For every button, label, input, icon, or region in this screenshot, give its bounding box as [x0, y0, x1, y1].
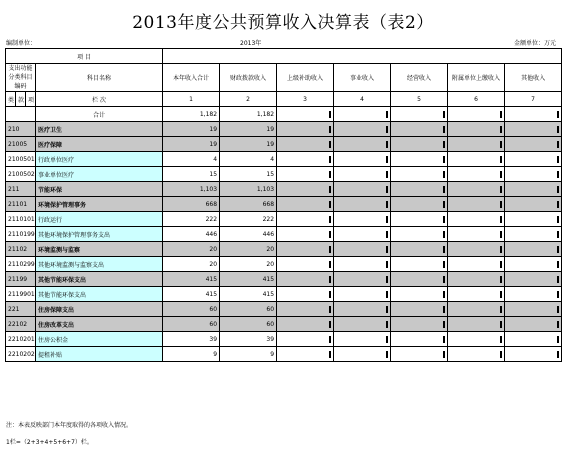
cell-marker	[500, 156, 502, 163]
row-c2: 668	[220, 197, 277, 212]
cell-marker	[500, 111, 502, 118]
row-code: 2110199	[6, 227, 36, 242]
row-c2: 446	[220, 227, 277, 242]
total-c1: 1,182	[163, 107, 220, 122]
cell-marker	[443, 111, 445, 118]
row-c1: 446	[163, 227, 220, 242]
row-c2: 60	[220, 302, 277, 317]
cell-marker	[500, 321, 502, 328]
row-name: 提租补贴	[36, 347, 163, 362]
row-c1: 1,103	[163, 182, 220, 197]
cell-marker	[443, 321, 445, 328]
row-code: 221	[6, 302, 36, 317]
cell-marker	[329, 141, 331, 148]
cell-marker	[557, 111, 559, 118]
cell-marker	[500, 186, 502, 193]
cell-marker	[386, 231, 388, 238]
cell-marker	[443, 171, 445, 178]
cell-marker	[329, 306, 331, 313]
cell-marker	[329, 351, 331, 358]
cell-marker	[500, 171, 502, 178]
col-num-2: 2	[220, 92, 277, 107]
cell-marker	[329, 276, 331, 283]
row-c1: 4	[163, 152, 220, 167]
cell-marker	[500, 246, 502, 253]
row-code: 21005	[6, 137, 36, 152]
row-c1: 20	[163, 257, 220, 272]
cell-marker	[500, 231, 502, 238]
total-label: 合计	[36, 107, 163, 122]
cell-marker	[500, 336, 502, 343]
kuan2-header: 款	[16, 92, 26, 107]
kuan-header: 类	[6, 92, 16, 107]
unit-label: 编制单位：	[6, 40, 37, 47]
cell-marker	[386, 246, 388, 253]
col-num-3: 3	[277, 92, 334, 107]
table-row	[6, 212, 562, 227]
cell-marker	[557, 156, 559, 163]
row-name: 环境保护管理事务	[36, 197, 163, 212]
cell-marker	[329, 201, 331, 208]
cell-marker	[443, 276, 445, 283]
table-row	[6, 347, 562, 362]
cell-marker	[386, 351, 388, 358]
cell-marker	[557, 186, 559, 193]
cell-marker	[329, 336, 331, 343]
business-income-header: 事业收入	[334, 64, 391, 92]
cell-marker	[329, 111, 331, 118]
row-name: 节能环保	[36, 182, 163, 197]
row-name: 其他节能环保支出	[36, 287, 163, 302]
cell-marker	[386, 291, 388, 298]
row-code: 2210202	[6, 347, 36, 362]
cell-marker	[500, 261, 502, 268]
cell-marker	[386, 216, 388, 223]
cell-marker	[557, 246, 559, 253]
subordinate-income-header: 附属单位上缴收入	[448, 64, 505, 92]
row-name: 医疗保障	[36, 137, 163, 152]
row-c1: 39	[163, 332, 220, 347]
row-c2: 415	[220, 287, 277, 302]
table-row	[6, 242, 562, 257]
table-row	[6, 317, 562, 332]
row-c1: 415	[163, 287, 220, 302]
row-code: 21101	[6, 197, 36, 212]
cell-marker	[386, 171, 388, 178]
cell-marker	[443, 126, 445, 133]
money-unit-label: 金额单位：万元	[513, 40, 556, 47]
row-c2: 15	[220, 167, 277, 182]
row-name: 其他节能环保支出	[36, 272, 163, 287]
cell-marker	[386, 276, 388, 283]
row-name: 环境监测与监察	[36, 242, 163, 257]
row-c2: 222	[220, 212, 277, 227]
cell-marker	[329, 246, 331, 253]
table-row	[6, 302, 562, 317]
table-row	[6, 272, 562, 287]
cell-marker	[386, 201, 388, 208]
cell-marker	[443, 216, 445, 223]
cell-marker	[500, 126, 502, 133]
cell-marker	[500, 291, 502, 298]
cell-marker	[443, 291, 445, 298]
name-header: 科目名称	[36, 64, 163, 92]
cell-marker	[329, 171, 331, 178]
row-code: 2100501	[6, 152, 36, 167]
total-row	[6, 107, 562, 122]
table-row	[6, 227, 562, 242]
other-income-header: 其他收入	[505, 64, 562, 92]
cell-marker	[386, 141, 388, 148]
superior-subsidy-header: 上级补助收入	[277, 64, 334, 92]
cell-marker	[329, 321, 331, 328]
cell-marker	[557, 351, 559, 358]
report-title: 2013年度公共预算收入决算表（表2）	[132, 13, 434, 33]
row-name: 其他环境保护管理事务支出	[36, 227, 163, 242]
row-c2: 19	[220, 137, 277, 152]
row-name: 行政单位医疗	[36, 152, 163, 167]
row-name: 行政运行	[36, 212, 163, 227]
row-code: 21102	[6, 242, 36, 257]
row-c2: 60	[220, 317, 277, 332]
row-code: 2119901	[6, 287, 36, 302]
row-code: 2110299	[6, 257, 36, 272]
cell-marker	[557, 141, 559, 148]
cell-marker	[557, 321, 559, 328]
cell-marker	[500, 216, 502, 223]
row-code: 2100502	[6, 167, 36, 182]
table-row	[6, 332, 562, 347]
table-row	[6, 152, 562, 167]
operating-income-header: 经营收入	[391, 64, 448, 92]
row-c2: 1,103	[220, 182, 277, 197]
row-c1: 60	[163, 302, 220, 317]
cell-marker	[443, 351, 445, 358]
row-c1: 415	[163, 272, 220, 287]
footnote-2: 1栏=（2+3+4+5+6+7）栏。	[6, 439, 93, 446]
project-section-header: 项 目	[6, 49, 163, 64]
cell-marker	[557, 291, 559, 298]
cell-marker	[443, 261, 445, 268]
footnote-1: 注：本表反映部门本年度取得的各项收入情况。	[6, 422, 133, 429]
cell-marker	[557, 201, 559, 208]
cell-marker	[329, 186, 331, 193]
code-group-header: 支出功能分类科目编码	[6, 64, 36, 92]
row-c1: 668	[163, 197, 220, 212]
row-c2: 9	[220, 347, 277, 362]
table-row	[6, 122, 562, 137]
cell-marker	[443, 186, 445, 193]
cell-marker	[557, 231, 559, 238]
row-name: 住房公积金	[36, 332, 163, 347]
budget-table	[5, 48, 562, 362]
cell-marker	[443, 336, 445, 343]
row-name: 住房保障支出	[36, 302, 163, 317]
cell-marker	[329, 156, 331, 163]
col-num-5: 5	[391, 92, 448, 107]
row-c2: 4	[220, 152, 277, 167]
cell-marker	[557, 261, 559, 268]
cell-marker	[557, 306, 559, 313]
cell-marker	[329, 261, 331, 268]
total-c2: 1,182	[220, 107, 277, 122]
col-num-4: 4	[334, 92, 391, 107]
cell-marker	[386, 336, 388, 343]
cell-marker	[500, 306, 502, 313]
row-code: 2210201	[6, 332, 36, 347]
row-c1: 19	[163, 137, 220, 152]
cell-marker	[443, 156, 445, 163]
row-c2: 20	[220, 257, 277, 272]
cell-marker	[500, 201, 502, 208]
row-c1: 9	[163, 347, 220, 362]
col-num-6: 6	[448, 92, 505, 107]
row-code: 211	[6, 182, 36, 197]
cell-marker	[557, 276, 559, 283]
fiscal-income-header: 财政拨款收入	[220, 64, 277, 92]
cell-marker	[329, 231, 331, 238]
cell-marker	[386, 111, 388, 118]
cell-marker	[500, 141, 502, 148]
cell-marker	[443, 306, 445, 313]
row-c1: 20	[163, 242, 220, 257]
cell-marker	[557, 126, 559, 133]
cell-marker	[557, 216, 559, 223]
row-c1: 60	[163, 317, 220, 332]
cell-marker	[386, 156, 388, 163]
column-index-label: 栏 次	[36, 92, 163, 107]
cell-marker	[500, 351, 502, 358]
row-c1: 19	[163, 122, 220, 137]
row-c1: 222	[163, 212, 220, 227]
cell-marker	[557, 171, 559, 178]
row-name: 住房改革支出	[36, 317, 163, 332]
cell-marker	[386, 126, 388, 133]
total-income-header: 本年收入合计	[163, 64, 220, 92]
cell-marker	[443, 141, 445, 148]
col-num-1: 1	[163, 92, 220, 107]
row-code: 210	[6, 122, 36, 137]
cell-marker	[386, 306, 388, 313]
row-code: 21199	[6, 272, 36, 287]
table-row	[6, 182, 562, 197]
col-num-7: 7	[505, 92, 562, 107]
row-code: 22102	[6, 317, 36, 332]
cell-marker	[443, 246, 445, 253]
row-code: 2110101	[6, 212, 36, 227]
xiang-header: 项	[26, 92, 36, 107]
cell-marker	[500, 276, 502, 283]
row-name: 事业单位医疗	[36, 167, 163, 182]
cell-marker	[329, 126, 331, 133]
table-row	[6, 287, 562, 302]
row-name: 医疗卫生	[36, 122, 163, 137]
year-label: 2013年	[240, 40, 262, 47]
row-c2: 20	[220, 242, 277, 257]
row-name: 其他环境监测与监察支出	[36, 257, 163, 272]
cell-marker	[329, 291, 331, 298]
cell-marker	[386, 321, 388, 328]
row-c2: 415	[220, 272, 277, 287]
cell-marker	[386, 186, 388, 193]
table-row	[6, 197, 562, 212]
cell-marker	[329, 216, 331, 223]
cell-marker	[386, 261, 388, 268]
cell-marker	[557, 336, 559, 343]
cell-marker	[443, 201, 445, 208]
cell-marker	[443, 231, 445, 238]
row-c2: 39	[220, 332, 277, 347]
table-row	[6, 167, 562, 182]
table-row	[6, 257, 562, 272]
row-c2: 19	[220, 122, 277, 137]
table-row	[6, 137, 562, 152]
row-c1: 15	[163, 167, 220, 182]
